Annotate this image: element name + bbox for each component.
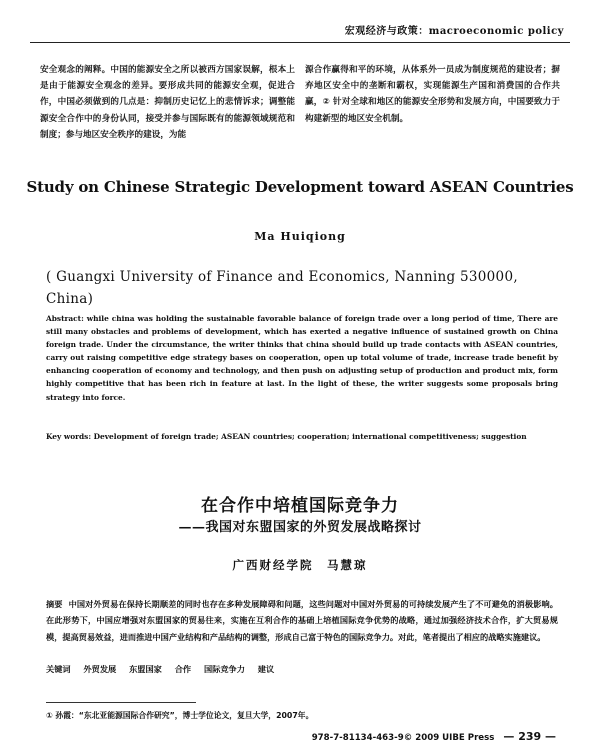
english-keywords-text: Development of foreign trade; ASEAN countries; cooperation; international competitiveness; suggestion — [91, 432, 527, 441]
chinese-keywords — [46, 662, 558, 676]
chinese-keyword: 外贸发展 — [83, 664, 117, 674]
chinese-subtitle: ——我国对东盟国家的外贸发展战略探讨 — [178, 520, 422, 535]
chinese-title: 在合作中培植国际竞争力 — [201, 496, 399, 516]
english-title: Study on Chinese Strategic Development toward ASEAN Countries — [26, 178, 574, 196]
footer-isbn: 978-7-81134-463-9© 2009 UIBE Press — [311, 733, 495, 743]
body-column-right: 源合作赢得和平的环境，从体系外一员成为制度规范的建设者；摒弃地区安全中的垄断和霸权，实现能源生产国和消费国的合作共赢，② 针对全球和地区的能源安全形势和发展方向，中国要致力于构建新型的地区安全机制。 — [305, 65, 560, 124]
chinese-keyword: 建议 — [257, 664, 275, 674]
running-head-rule — [30, 42, 570, 43]
chinese-author: 广西财经学院 马慧琼 — [232, 558, 368, 572]
body-column-left: 安全观念的阐释。中国的能源安全之所以被西方国家误解，根本上是由于能源安全观念的差异。要形成共同的能源安全观，促进合作，中国必须做到的几点是：抑制历史记忆上的悲情诉求；调整能源安全合作中的身份认同，接受并参与国际既有的能源领域规范和制度；参与地区安全秩序的建设，为能 — [40, 65, 295, 140]
chinese-abstract-label: 摘要 — [46, 599, 63, 609]
chinese-keyword: 合作 — [174, 664, 192, 674]
chinese-keyword: 国际竞争力 — [203, 664, 245, 674]
english-abstract-label: Abstract: — [46, 314, 84, 323]
english-keywords — [46, 430, 558, 443]
chinese-abstract-text: 中国对外贸易在保持长期顺差的同时也存在多种发展障碍和问题，这些问题对中国对外贸易的可持续发展产生了不可避免的消极影响。在此形势下，中国应增强对东盟国家的贸易往来，实施在互利合作的基础上培植国际竞争优势的战略，通过加强经济技术合作，扩大贸易规模，提高贸易效益，进而推进中国产业结构和产品结构的调整，形成自己富于特色的国际竞争力。对此，笔者提出了相应的战略实施建议。 — [46, 599, 558, 642]
footnote-rule — [46, 702, 196, 703]
english-abstract — [46, 312, 558, 404]
footnote: ① 孙霞：“东北亚能源国际合作研究”，博士学位论文，复旦大学，2007年。 — [46, 711, 314, 720]
chinese-keyword: 东盟国家 — [129, 664, 162, 674]
english-abstract-text: while china was holding the sustainable favorable balance of foreign trade over a long period of time, There are still many obstacles and problems of development, which has exerted a negative influence of sustained growth on China foreign trade. Under the circumstance, the writer thinks that china should build up trade contacts with ASEAN countries, carry out raising competitive edge strategy bases on cooperation, open up total volume of trade, increase trade benefit by enhancing cooperation of economy and technology, and then push on adjusting setup of production and product mix, form highly competitive that has been rich in feature at last. In the light of these, the writer suggests some proposals bring strategy into force. — [46, 314, 558, 402]
english-affiliation: ( Guangxi University of Finance and Economics, Nanning 530000, China) — [46, 269, 518, 307]
running-head-text: 宏观经济与政策：macroeconomic policy — [344, 26, 564, 37]
page-footer — [312, 730, 556, 743]
english-author: Ma Huiqiong — [254, 230, 346, 243]
body-columns — [40, 62, 560, 154]
running-head — [0, 16, 600, 44]
chinese-keywords-label: 关键词 — [46, 664, 71, 674]
english-keywords-label: Key words: — [46, 432, 92, 441]
chinese-abstract — [46, 596, 558, 645]
page-number: — 239 — — [503, 730, 556, 743]
